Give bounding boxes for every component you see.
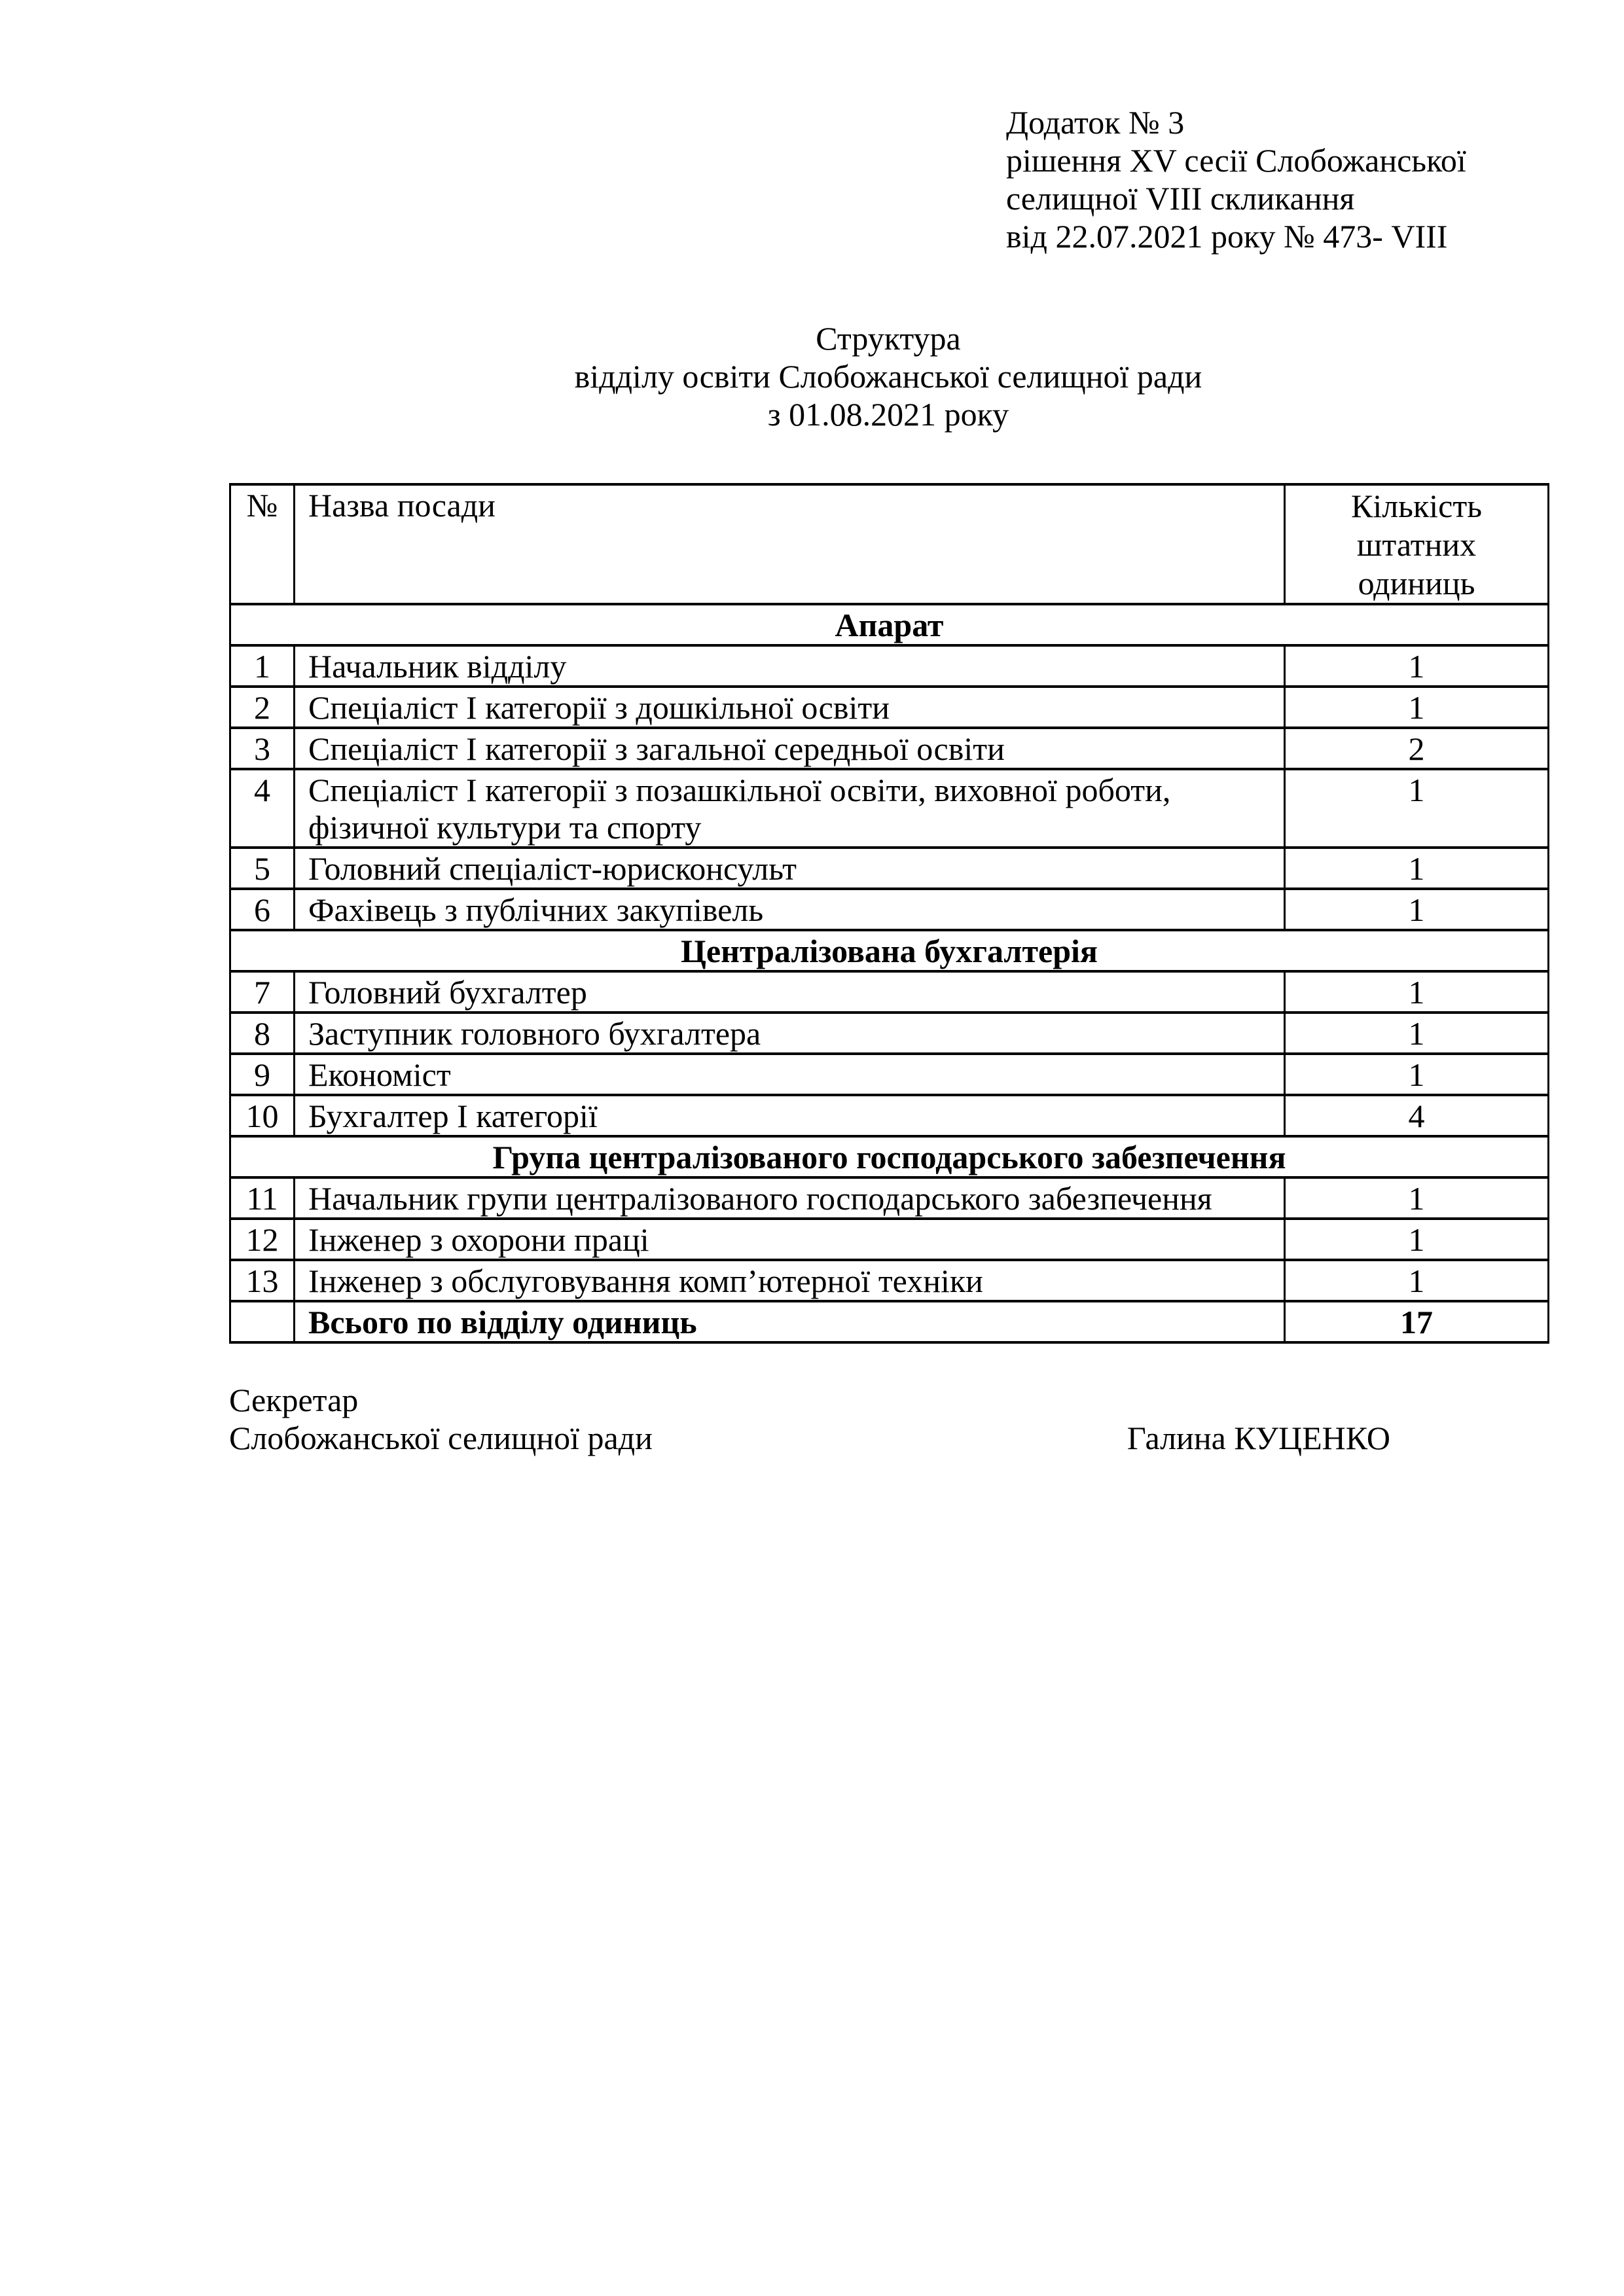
section-header-label: Апарат: [230, 604, 1549, 645]
total-label: Всього по відділу одиниць: [295, 1301, 1285, 1342]
signature-role-line-1: Секретар: [229, 1382, 359, 1418]
annex-line-2: рішення XV сесії Слобожанської: [1006, 142, 1466, 179]
row-position: Спеціаліст І категорії з загальної середньої освіти: [295, 728, 1285, 769]
annex-line-3: селищної VIII скликання: [1006, 180, 1355, 217]
row-number: 13: [230, 1260, 295, 1301]
staff-structure-table: [229, 483, 1549, 1344]
total-empty-cell: [230, 1301, 295, 1342]
title-line-2: відділу освіти Слобожанської селищної ради: [574, 358, 1202, 395]
table-total-row: [230, 1301, 1549, 1342]
row-count: 1: [1285, 1219, 1549, 1260]
row-number: 3: [230, 728, 295, 769]
document-title: [229, 319, 1547, 433]
table-row: [230, 971, 1549, 1013]
section-header-household-group: [230, 1136, 1549, 1177]
row-number: 5: [230, 848, 295, 889]
table-row: [230, 728, 1549, 769]
signature-row: [229, 1419, 1547, 1457]
table-row: [230, 1095, 1549, 1136]
row-count: 1: [1285, 848, 1549, 889]
row-position: Начальник групи централізованого господарського забезпечення: [295, 1177, 1285, 1219]
row-count: 1: [1285, 687, 1549, 728]
signature-role-line-2: Слобожанської селищної ради: [229, 1420, 653, 1456]
table-row: [230, 769, 1549, 848]
row-number: 8: [230, 1013, 295, 1054]
row-count: 1: [1285, 1013, 1549, 1054]
table-row: [230, 889, 1549, 930]
row-position: Бухгалтер І категорії: [295, 1095, 1285, 1136]
table-row: [230, 1177, 1549, 1219]
row-number: 2: [230, 687, 295, 728]
row-position: Головний спеціаліст-юрисконсульт: [295, 848, 1285, 889]
table-row: [230, 848, 1549, 889]
total-count: 17: [1285, 1301, 1549, 1342]
row-position: Начальник відділу: [295, 645, 1285, 687]
row-number: 1: [230, 645, 295, 687]
table-header-row: [230, 484, 1549, 604]
row-position: Фахівець з публічних закупівель: [295, 889, 1285, 930]
section-header-label: Централізована бухгалтерія: [230, 930, 1549, 971]
row-count: 1: [1285, 1054, 1549, 1095]
table-row: [230, 1013, 1549, 1054]
section-header-accounting: [230, 930, 1549, 971]
row-count: 1: [1285, 769, 1549, 848]
annex-line-1: Додаток № 3: [1006, 104, 1185, 141]
column-header-number: №: [230, 484, 295, 604]
row-position: Інженер з обслуговування комп’ютерної техніки: [295, 1260, 1285, 1301]
column-header-staff-units: Кількість штатних одиниць: [1285, 484, 1549, 604]
row-count: 1: [1285, 1260, 1549, 1301]
row-count: 1: [1285, 645, 1549, 687]
table-row: [230, 1219, 1549, 1260]
row-position: Економіст: [295, 1054, 1285, 1095]
row-number: 7: [230, 971, 295, 1013]
annex-line-4: від 22.07.2021 року № 473- VIII: [1006, 218, 1448, 255]
row-number: 12: [230, 1219, 295, 1260]
table-row: [230, 1260, 1549, 1301]
row-number: 6: [230, 889, 295, 930]
row-count: 1: [1285, 889, 1549, 930]
row-number: 11: [230, 1177, 295, 1219]
title-line-3: з 01.08.2021 року: [767, 396, 1009, 433]
row-count: 4: [1285, 1095, 1549, 1136]
row-position: Інженер з охорони праці: [295, 1219, 1285, 1260]
section-header-label: Група централізованого господарського забезпечення: [230, 1136, 1549, 1177]
row-count: 1: [1285, 971, 1549, 1013]
row-number: 9: [230, 1054, 295, 1095]
section-header-aparat: [230, 604, 1549, 645]
row-position: Спеціаліст І категорії з дошкільної освіти: [295, 687, 1285, 728]
annex-reference-block: [1006, 103, 1466, 255]
row-count: 2: [1285, 728, 1549, 769]
row-number: 4: [230, 769, 295, 848]
column-header-position: Назва посади: [295, 484, 1285, 604]
title-line-1: Структура: [816, 320, 961, 357]
signature-block: [229, 1381, 1547, 1457]
row-position: Головний бухгалтер: [295, 971, 1285, 1013]
row-position: Спеціаліст І категорії з позашкільної освіти, виховної роботи, фізичної культури та спорту: [295, 769, 1285, 848]
row-position: Заступник головного бухгалтера: [295, 1013, 1285, 1054]
row-number: 10: [230, 1095, 295, 1136]
signature-name: Галина КУЦЕНКО: [1127, 1420, 1390, 1456]
row-count: 1: [1285, 1177, 1549, 1219]
table-row: [230, 687, 1549, 728]
table-row: [230, 1054, 1549, 1095]
table-row: [230, 645, 1549, 687]
